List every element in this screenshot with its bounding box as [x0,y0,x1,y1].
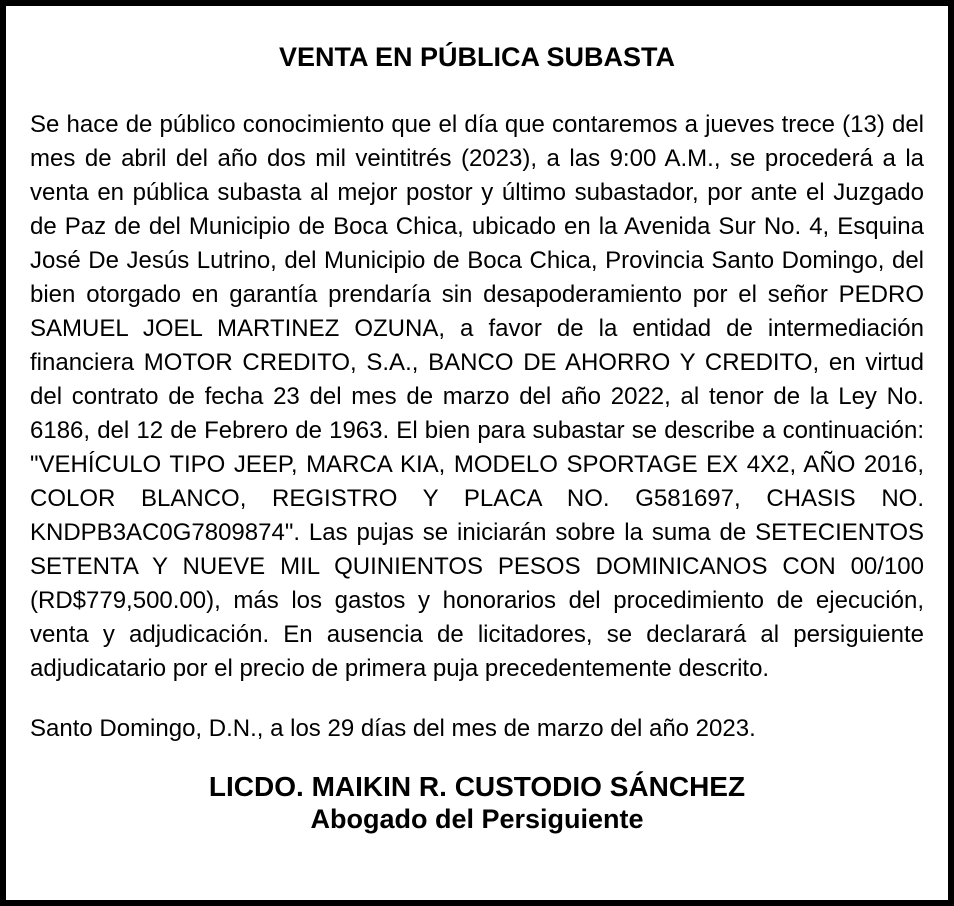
signature-name: LICDO. MAIKIN R. CUSTODIO SÁNCHEZ [208,771,746,802]
notice-line: SAMUEL JOEL MARTINEZ OZUNA, a favor de la entidad de intermediación [30,315,924,342]
signature-block [30,770,924,835]
notice-title: VENTA EN PÚBLICA SUBASTA [278,42,675,72]
notice-line: financiera MOTOR CREDITO, S.A., BANCO DE AHORRO Y CREDITO, en virtud [30,349,924,376]
signature-role: Abogado del Persiguiente [310,804,644,834]
notice-line: mes de abril del año dos mil veintitrés (2023), a las 9:00 A.M., se procederá a la [30,145,924,172]
notice-line: de Paz de del Municipio de Boca Chica, ubicado en la Avenida Sur No. 4, Esquina [30,213,924,240]
notice-line: 6186, del 12 de Febrero de 1963. El bien para subastar se describe a continuación: [30,417,924,444]
notice-line: "VEHÍCULO TIPO JEEP, MARCA KIA, MODELO SPORTAGE EX 4X2, AÑO 2016, [30,451,924,478]
notice-line: bien otorgado en garantía prendaría sin desapoderamiento por el señor PEDRO [30,281,924,308]
notice-body [30,108,924,686]
notice-line: KNDPB3AC0G7809874". Las pujas se iniciarán sobre la suma de SETECIENTOS [30,519,924,546]
notice-line: del contrato de fecha 23 del mes de marzo del año 2022, al tenor de la Ley No. [30,383,924,410]
notice-date-line: Santo Domingo, D.N., a los 29 días del mes de marzo del año 2023. [30,715,756,742]
notice-line: COLOR BLANCO, REGISTRO Y PLACA NO. G581697, CHASIS NO. [30,485,924,512]
notice-line: Se hace de público conocimiento que el día que contaremos a jueves trece (13) del [30,111,924,138]
notice-line: venta y adjudicación. En ausencia de licitadores, se declarará al persiguiente [30,621,924,648]
notice-line: (RD$779,500.00), más los gastos y honorarios del procedimiento de ejecución, [30,587,924,614]
notice-line: adjudicatario por el precio de primera puja precedentemente descrito. [30,655,770,682]
notice-line: SETENTA Y NUEVE MIL QUINIENTOS PESOS DOMINICANOS CON 00/100 [30,553,924,580]
notice-line: venta en pública subasta al mejor postor y último subastador, por ante el Juzgado [30,179,924,206]
notice-line: José De Jesús Lutrino, del Municipio de Boca Chica, Provincia Santo Domingo, del [30,247,924,274]
